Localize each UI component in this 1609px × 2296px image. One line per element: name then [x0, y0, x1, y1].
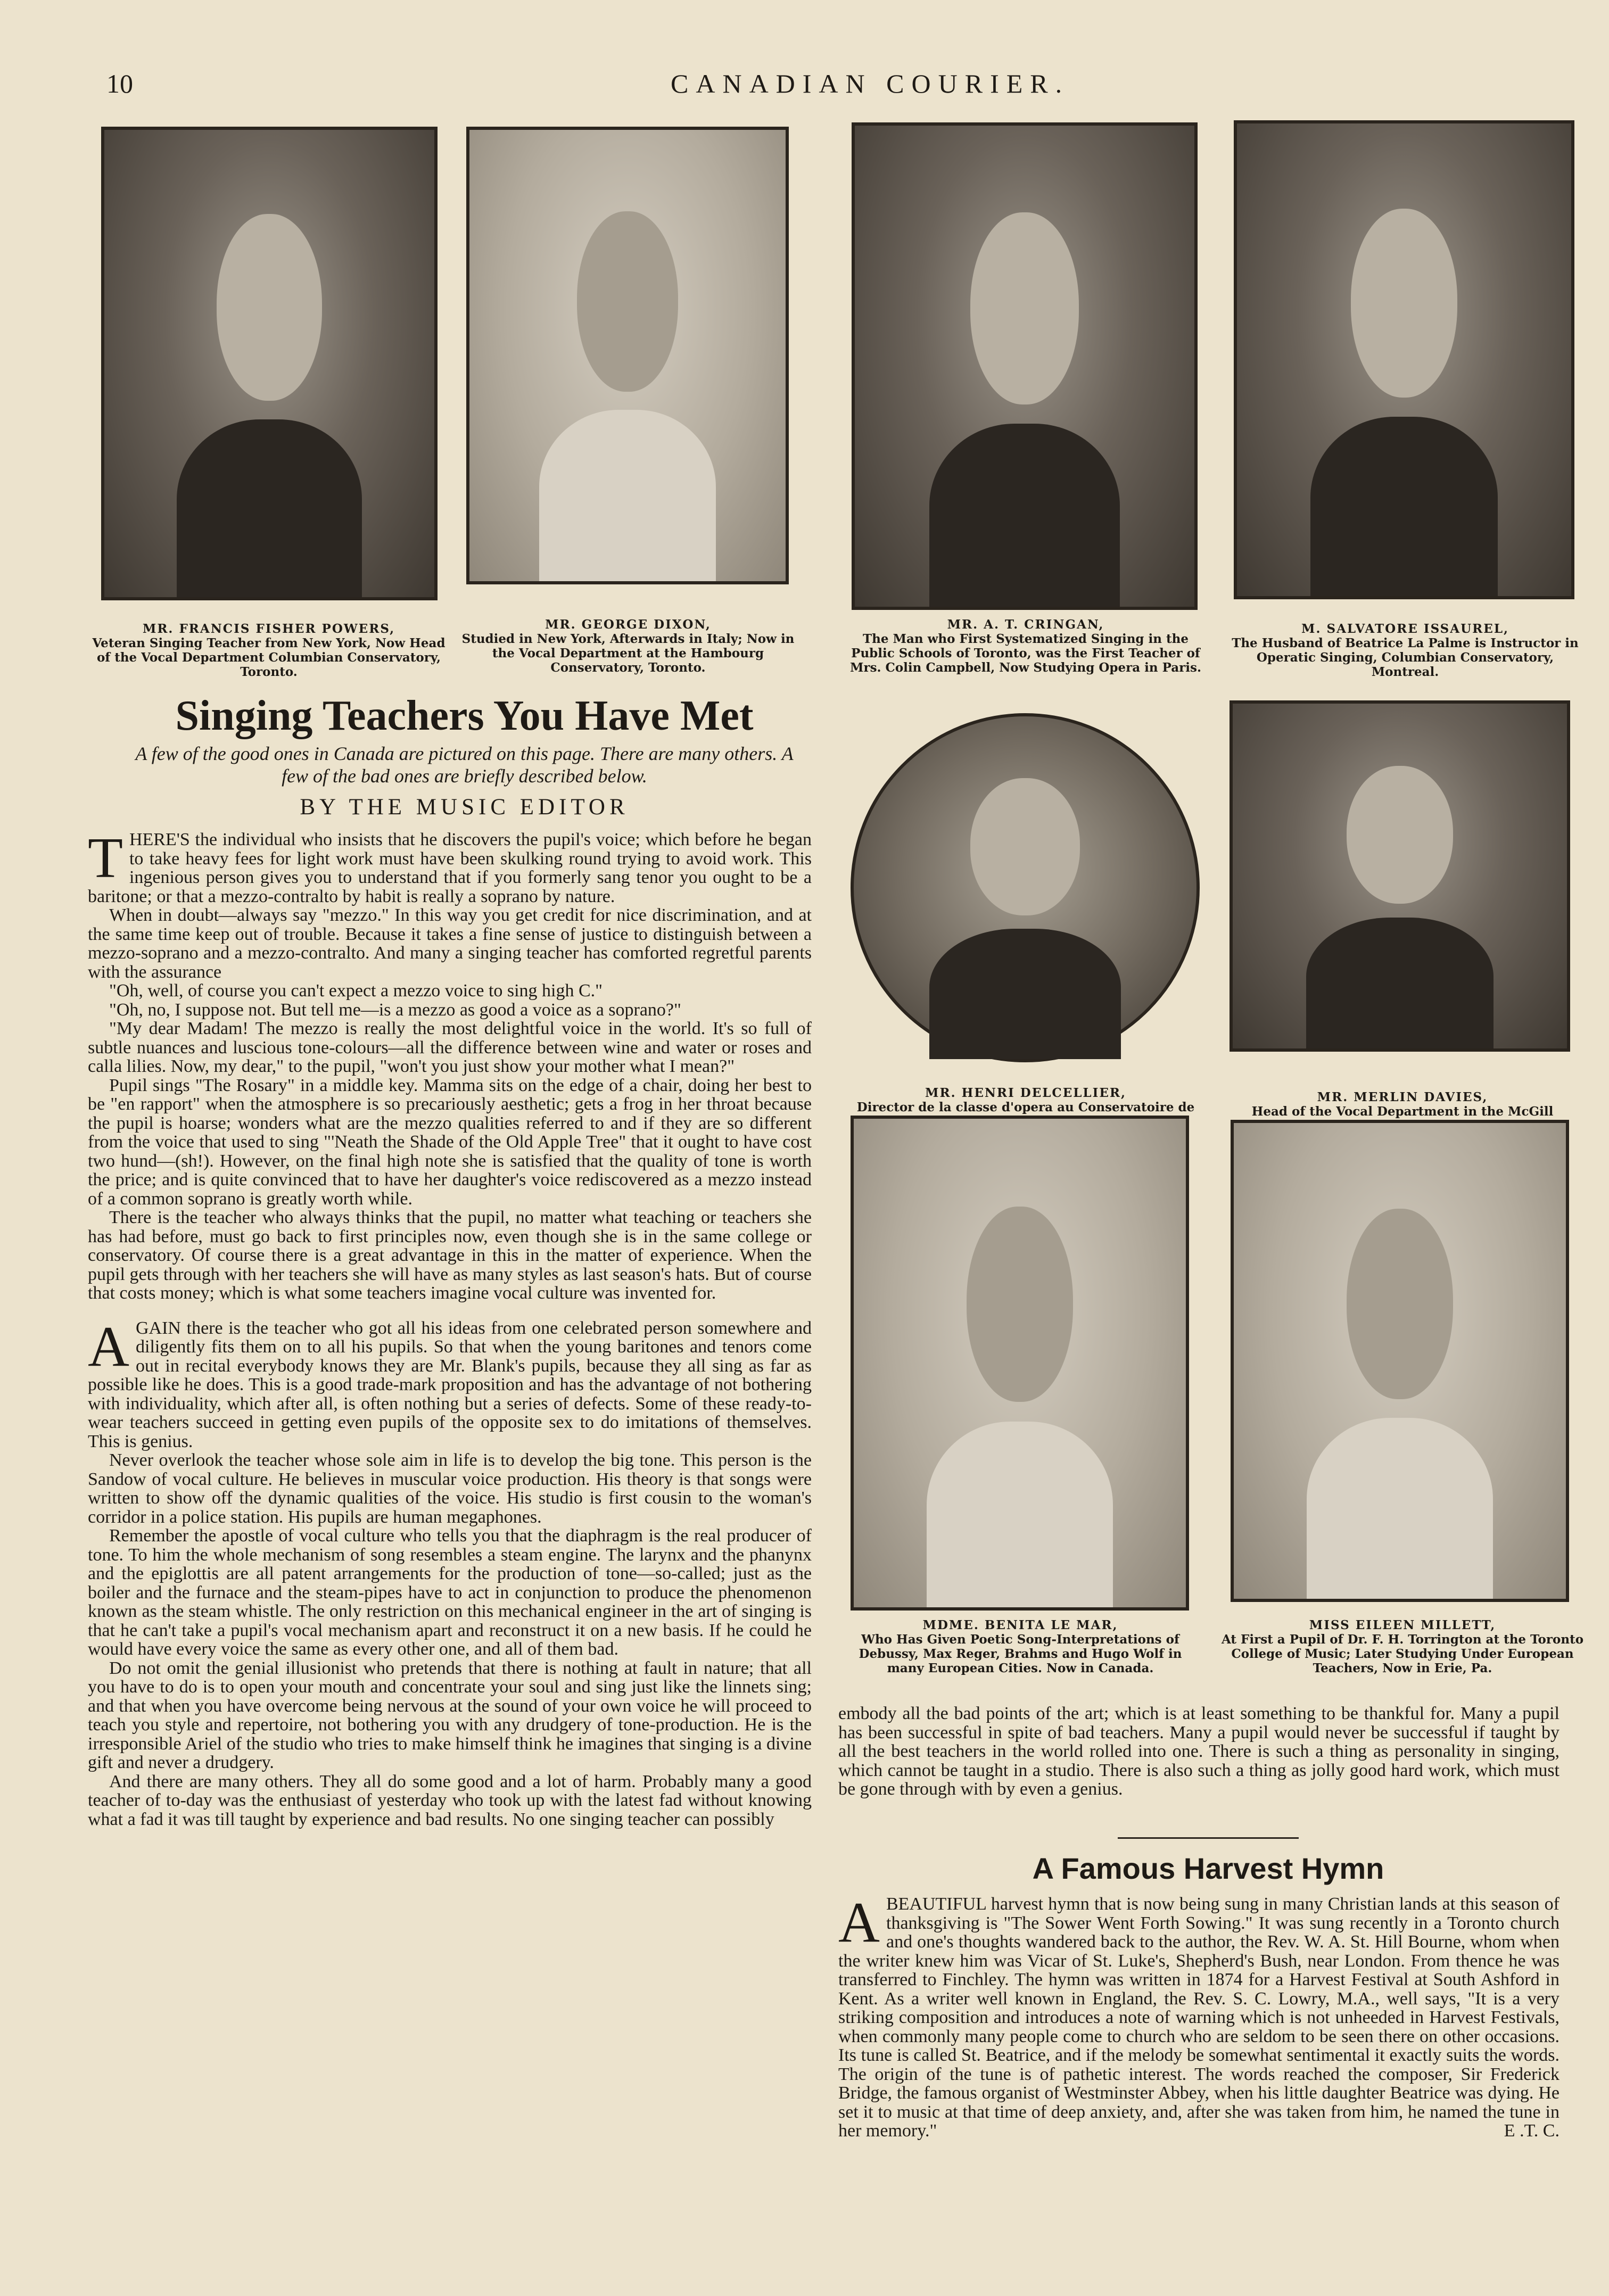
portrait-desc: Director de la classe d'opera au Conservatoire de	[856, 1100, 1195, 1114]
drop-cap: A	[88, 1315, 129, 1378]
portrait-photo-le-mar	[851, 1116, 1189, 1610]
portrait-caption-powers	[85, 622, 452, 679]
hymn-paragraph: ABEAUTIFUL harvest hymn that is now being sung in many Christian lands at this season of thanksgiving is "The Sower Went Forth Sowing." It was sung recently in a Toronto church and one's thoughts wandered back to the author, the Rev. W. A. St. Hill Bourne, whom when the writer knew him was Vicar of St. Luke's, Shepherd's Bush, near London. From thence he was transferred to Finchley. The hymn was written in 1874 for a Harvest Festival at South Ashford in Kent. As a writer well known in England, the Rev. S. C. Lowry, M.A., well says, "It is a very striking composition and introduces a note of warning which is not unheeded in Harvest Festivals, when commonly many people come to church who are seldom to be seen there on other occasions. Its tune is called St. Beatrice, and if the melody be somewhat sentimental it exactly suits the words. The origin of the tune is of pathetic interest. The words reached the composer, Sir Frederick Bridge, the famous organist of Westminster Abbey, when his little daughter Beatrice was dying. He set it to music at that time of deep anxiety, and, after she was taken from him, he named the tune in her memory." E .T. C.	[838, 1891, 1560, 2141]
article-paragraph: THERE'S the individual who insists that he discovers the pupil's voice; which before he began to take heavy fees for light work must have been skulking round trying to avoid work. This ingenious person gives you to understand that if you formerly sang tenor you ought to be a baritone; or that a mezzo-contralto by habit is really a soprano by nature.	[88, 827, 812, 906]
portrait-desc: Head of the Vocal Department in the McGill	[1251, 1104, 1554, 1119]
article-paragraph: Never overlook the teacher whose sole aim in life is to develop the big tone. This person is the Sandow of vocal culture. He believes in muscular voice production. His theory is that songs were written to show off the dynamic qualities of the voice. His studio is first cousin to the woman's corridor in a police station. His pupils are human megaphones.	[88, 1450, 812, 1527]
article-body-left	[88, 827, 812, 1829]
portrait-name: MDME. BENITA LE MAR,	[922, 1618, 1118, 1632]
article-paragraph: "My dear Madam! The mezzo is really the most delightful voice in the world. It's so full of subtle nuances and luscious tone-colours—all the difference between wine and water or roses and calla lilies. Now, my dear," to the pupil, "won't you just show your mother what I mean?"	[88, 1019, 812, 1076]
portrait-desc: Veteran Singing Teacher from New York, Now Head of the Vocal Department Columbian Conservatory, Toronto.	[92, 636, 445, 679]
article-paragraph: "Oh, well, of course you can't expect a mezzo voice to sing high C."	[109, 981, 603, 1001]
portrait-desc: At First a Pupil of Dr. F. H. Torrington at the Toronto College of Music; Later Studying Under European Teachers, Now in Erie, Pa.	[1221, 1632, 1584, 1675]
article-paragraph: When in doubt—always say "mezzo." In this way you get credit for nice discrimination, and at the same time keep out of trouble. Because it takes a fine sense of justice to distinguish between a mezzo-soprano and a mezzo-contralto. And many a singing teacher has comforted regretful parents with the assurance	[88, 905, 812, 982]
portrait-desc: The Man who First Systematized Singing in the Public Schools of Toronto, was the First Teacher of Mrs. Colin Campbell, Now Studying Opera in Paris.	[850, 632, 1201, 675]
portrait-name: MR. MERLIN DAVIES,	[1317, 1090, 1488, 1104]
portrait-name: MR. GEORGE DIXON,	[545, 617, 711, 632]
portrait-photo-cringan	[852, 122, 1198, 610]
hymn-title: A Famous Harvest Hymn	[1032, 1852, 1384, 1885]
article-paragraph: Remember the apostle of vocal culture who tells you that the diaphragm is the real producer of tone. To him the whole mechanism of song resembles a steam engine. The larynx and the phanynx and the epiglottis are all patent arrangements for the production of tone—so-called; just as the boiler and the furnace and the steam-pipes have to act in conjunction to produce the phenomenon known as the steam whistle. The only restriction on this mechanical engineer in the art of singing is that he can't take a pupil's vocal mechanism apart and reconstruct it on a new basis. If he could he would have every voice the same as every other one, and all of them bad.	[88, 1526, 812, 1659]
portrait-caption-le-mar	[842, 1618, 1199, 1675]
portrait-name: MR. FRANCIS FISHER POWERS,	[142, 622, 395, 636]
portrait-name: MR. HENRI DELCELLIER,	[925, 1086, 1126, 1100]
hymn-body	[838, 1891, 1560, 2141]
section-divider	[1118, 1837, 1299, 1839]
article-paragraph: "Oh, no, I suppose not. But tell me—is a mezzo as good a voice as a soprano?"	[109, 1000, 681, 1020]
article-paragraph: AGAIN there is the teacher who got all his ideas from one celebrated person somewhere and diligently fits them on to all his pupils. So that when the young baritones and tenors come out in recital everybody knows they are Mr. Blank's pupils, because they all sing as far as possible like he does. This is a good trade-mark proposition and has the advantage of not bothering with individuality, which after all, is often nothing but a series of defects. Some of these ready-to-wear teachers succeed in getting even pupils of the opposite sex to do imitations of themselves. This is genius.	[88, 1315, 812, 1451]
portrait-desc: The Husband of Beatrice La Palme is Instructor in Operatic Singing, Columbian Conservatory, Montreal.	[1232, 636, 1579, 679]
article-subtitle: A few of the good ones in Canada are pictured on this page. There are many others. A few of the bad ones are briefly described below.	[135, 743, 794, 787]
article-paragraph: And there are many others. They all do some good and a lot of harm. Probably many a good teacher of to-day was the enthusiast of yesterday who took up with the latest fad without knowing what a fad it was till taught by experience and bad results. No one singing teacher can possibly	[88, 1771, 812, 1829]
portrait-photo-davies	[1230, 700, 1570, 1052]
portrait-caption-cringan	[842, 617, 1209, 675]
article-paragraph: Pupil sings "The Rosary" in a middle key. Mamma sits on the edge of a chair, doing her best to be "en rapport" when the atmosphere is so precariously aesthetic; gets a frog in her throat because the pupil is hoarse; wonders what are the mezzo qualities referred to and if they are so different from the voice that used to sing "'Neath the Shade of the Old Apple Tree" that it ought to have cost two hund—(sh!). However, on the final high note she is satisfied that the quality of tone is worth the price; and is quite convinced that to have her daughter's voice rediscovered as a mezzo instead of a common soprano is greatly worth while.	[88, 1075, 812, 1209]
portrait-photo-dixon	[466, 127, 789, 584]
portrait-name: MR. A. T. CRINGAN,	[947, 617, 1104, 632]
portrait-desc: Who Has Given Poetic Song-Interpretations of Debussy, Max Reger, Brahms and Hugo Wolf in many European Cities. Now in Canada.	[859, 1632, 1182, 1675]
portrait-desc: Studied in New York, Afterwards in Italy; Now in the Vocal Department at the Hambourg Conservatory, Toronto.	[461, 632, 795, 675]
article-title: Singing Teachers You Have Met	[175, 692, 754, 739]
portrait-name: M. SALVATORE ISSAUREL,	[1301, 622, 1509, 636]
drop-cap: A	[838, 1891, 880, 1954]
article-paragraph: embody all the bad points of the art; which is at least something to be thankful for. Many a pupil has been successful in spite of bad teachers. Many a pupil would never be successful if taught by all the best teachers in the world rolled into one. There is such a thing as personality in singing, which cannot be taught in a studio. There is also such a thing as jolly good hard work, which must be gone through with by even a genius.	[838, 1704, 1560, 1799]
portrait-caption-dixon	[455, 617, 801, 675]
page-number: 10	[106, 69, 133, 98]
publication-title: CANADIAN COURIER.	[671, 69, 1070, 98]
article-paragraph: Do not omit the genial illusionist who pretends that there is nothing at fault in nature; that all you have to do is to open your mouth and concentrate your soul and sing just like the linnets sing; and that when you have overcome being nervous at the sound of your own voice he will proceed to teach you style and repertoire, not bothering you with any drudgery of tone-production. He is the irresponsible Ariel of the studio who tries to make himself think he imagines that singing is a divine gift and never a drudgery.	[88, 1658, 812, 1772]
article-paragraph: There is the teacher who always thinks that the pupil, no matter what teaching or teachers she has had before, must go back to first principles now, even though she is in the same college or conservatory. Of course there is a great advantage in this in the matter of experience. When the pupil gets through with her teachers she will have as many styles as last season's hats. But of course that costs money; which is what some teachers imagine vocal culture was invented for.	[88, 1208, 812, 1303]
drop-cap: T	[88, 827, 123, 890]
portrait-caption-issaurel	[1222, 622, 1589, 679]
article-byline: BY THE MUSIC EDITOR	[300, 795, 629, 820]
portrait-photo-millett	[1231, 1120, 1569, 1602]
hymn-signature: E .T. C.	[1504, 2121, 1560, 2141]
article-body-right	[838, 1704, 1560, 1799]
portrait-photo-powers	[101, 127, 438, 600]
portrait-photo-delcellier	[851, 713, 1200, 1062]
portrait-photo-issaurel	[1234, 120, 1574, 599]
portrait-name: MISS EILEEN MILLETT,	[1309, 1618, 1496, 1632]
portrait-caption-millett	[1219, 1618, 1586, 1675]
